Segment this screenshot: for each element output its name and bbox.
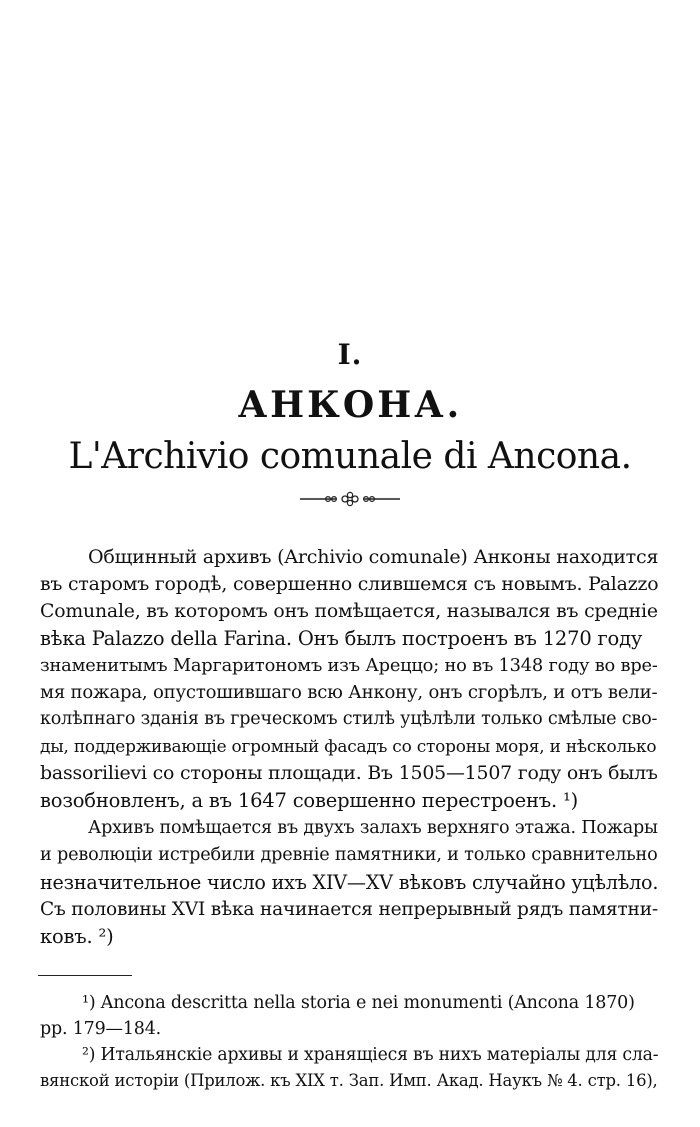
footnote-line: вянской исторіи (Прилож. къ XIX т. Зап. Имп. Акад. Наукъ № 4. стр. 16),	[40, 1071, 658, 1090]
paragraph-line: вѣка Palazzo della Farina. Онъ былъ построенъ въ 1270 году	[40, 627, 643, 650]
paragraph-1	[40, 544, 662, 814]
chapter-subtitle: L'Archivio comunale di Ancona.	[68, 436, 632, 477]
paragraph-line: Съ половины XVI вѣка начинается непрерывный рядъ памятни-	[40, 899, 658, 920]
paragraph-2	[40, 815, 662, 950]
paragraph-line: въ старомъ городѣ, совершенно слившемся съ новымъ. Palazzo	[40, 573, 659, 595]
paragraph-line: bassorilievi со стороны площади. Въ 1505—1507 году онъ былъ	[40, 762, 658, 784]
decorative-divider	[298, 491, 402, 507]
chapter-title: АНКОНА.	[237, 384, 463, 426]
paragraph-line: ковъ. ²)	[40, 925, 114, 948]
chapter-numeral: I.	[337, 338, 363, 371]
paragraph-line: и революціи истребили древніе памятники, и только сравнительно	[40, 845, 658, 865]
footnote-line: pp. 179—184.	[40, 1019, 161, 1039]
paragraph-line: возобновленъ, а въ 1647 совершенно перестроенъ. ¹)	[40, 789, 579, 812]
footnote-line: ¹) Ancona descritta nella storia e nei monumenti (Ancona 1870)	[82, 993, 635, 1013]
paragraph-line: незначительное число ихъ XIV—XV вѣковъ случайно уцѣлѣло.	[40, 871, 659, 894]
paragraph-line: Архивъ помѣщается въ двухъ залахъ верхняго этажа. Пожары	[88, 818, 658, 838]
footnotes	[40, 990, 662, 1094]
paragraph-line: Comunale, въ которомъ онъ помѣщается, назывался въ средніе	[40, 601, 658, 622]
footnote-separator	[38, 975, 132, 976]
paragraph-line: знаменитымъ Маргаритономъ изъ Ареццо; но въ 1348 году во вре-	[40, 655, 658, 676]
paragraph-line: колѣпнаго зданія въ греческомъ стилѣ уцѣлѣли только смѣлые сво-	[40, 709, 658, 729]
paragraph-line: ды, поддерживающіе огромный фасадъ со стороны моря, и нѣсколько	[40, 736, 657, 756]
footnote-line: ²) Итальянскіе архивы и хранящіеся въ нихъ матеріалы для сла-	[82, 1045, 659, 1065]
paragraph-line: Общинный архивъ (Archivio comunale) Анконы находится	[88, 546, 659, 568]
paragraph-line: мя пожара, опустошившаго всю Анкону, онъ сгорѣлъ, и отъ вели-	[40, 682, 658, 703]
